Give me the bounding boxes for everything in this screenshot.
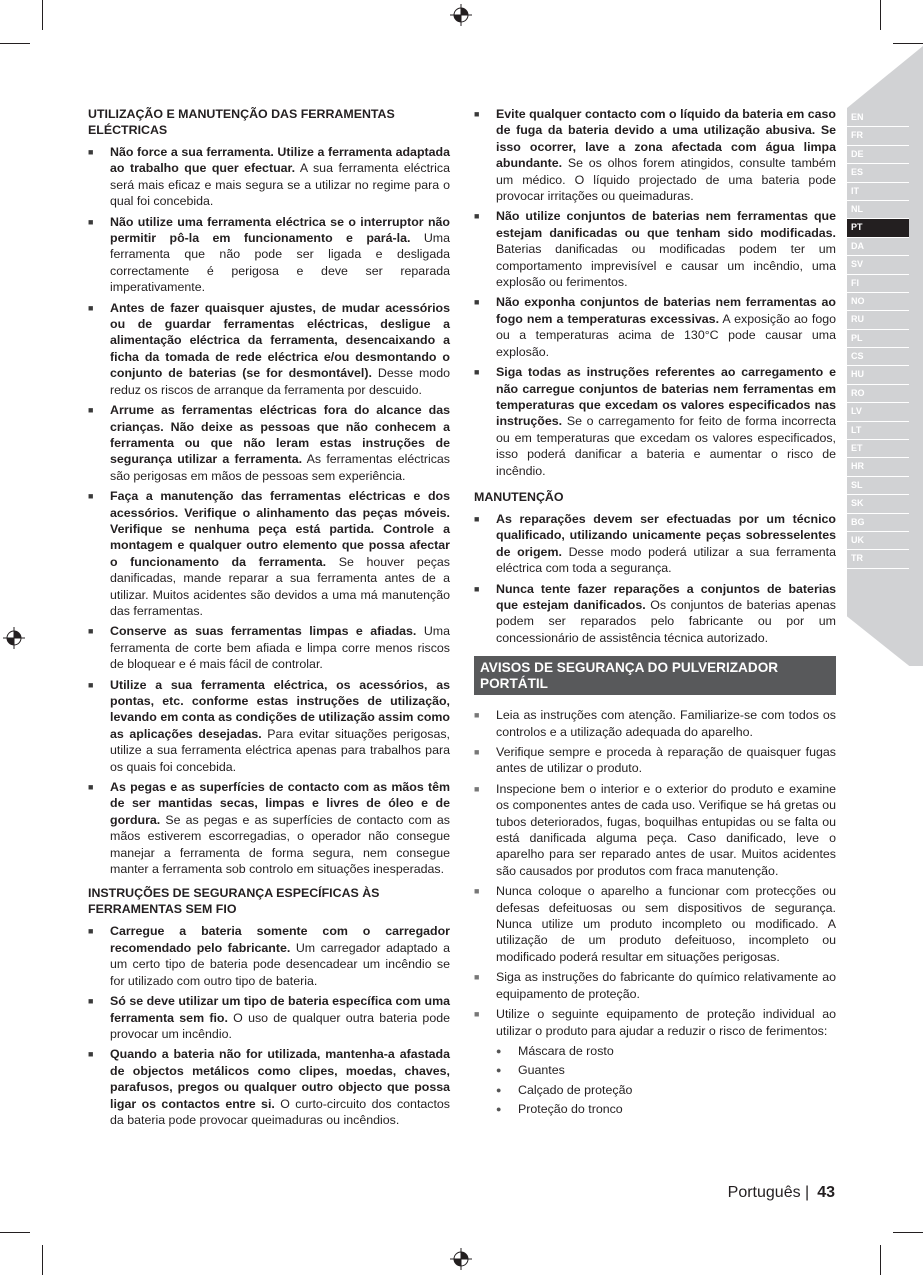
registration-mark-icon	[450, 1248, 472, 1270]
item-text: Para evitar situações perigosas, utilize a sua ferramenta eléctrica apenas para trabalhos para os quais foi concebida.	[110, 726, 450, 774]
language-tab-bg[interactable]: BG	[847, 514, 909, 532]
language-tab-ru[interactable]: RU	[847, 311, 909, 329]
language-tab-es[interactable]: ES	[847, 164, 909, 182]
item-emphasis: Faça a manutenção das ferramentas eléctricas e dos acessórios. Verifique o alinhamento das peças móveis. Verifique se nenhuma peça está partida. Controle a montagem e qualquer outro elemento que possa afectar o funcionamento da ferramenta.	[110, 489, 450, 569]
item-emphasis: Evite qualquer contacto com o líquido da bateria em caso de fuga da bateria devido a uma utilização abusiva. Se isso ocorrer, lave a zona afectada com água limpa abundante.	[496, 107, 836, 171]
language-tab-no[interactable]: NO	[847, 293, 909, 311]
item-text: Se houver peças danificadas, mande reparar a sua ferramenta antes de a utilizar. Muitos acidentes são devidos a uma má manutenção das ferramentas.	[110, 554, 450, 618]
language-tab-hu[interactable]: HU	[847, 366, 909, 384]
item-text: As ferramentas eléctricas são perigosas em mãos de pessoas sem experiência.	[110, 452, 451, 483]
list-item	[474, 294, 836, 360]
ppe-item: ● Calçado de proteção	[474, 1082, 836, 1098]
list-item	[88, 402, 450, 484]
item-text: Desse modo poderá utilizar a sua ferramenta eléctrica com toda a segurança.	[496, 544, 836, 576]
list-item	[88, 779, 450, 877]
item-emphasis: Utilize a sua ferramenta eléctrica, os acessórios, as pontas, etc. conforme estas instruções de utilização, levando em conta as condições de utilização assim como as aplicações desejadas.	[110, 677, 450, 741]
item-emphasis: As pegas e as superfícies de contacto com as mãos têm de ser mantidas secas, limpas e livres de óleo e de gordura.	[110, 780, 450, 827]
item-text: Se o carregamento for feito de forma incorrecta ou em temperaturas que excedam os valores especificados, isso poderá danificar a bateria e aumentar o risco de incêndio.	[496, 414, 836, 478]
item-emphasis: Quando a bateria não for utilizada, mantenha-a afastada de objectos metálicos como clipes, moedas, chaves, parafusos, pregos ou qualquer outro objecto que possa ligar os contactos entre si.	[110, 1047, 450, 1111]
crop-mark	[893, 1232, 923, 1233]
item-emphasis: As reparações devem ser efectuadas por um técnico qualificado, utilizando unicamente peças sobresselentes de origem.	[496, 511, 836, 559]
ppe-item: ● Guantes	[474, 1062, 836, 1078]
language-tab-pt[interactable]: PT	[847, 219, 909, 237]
ppe-item: ● Máscara de rosto	[474, 1043, 836, 1059]
language-tab-sl[interactable]: SL	[847, 477, 909, 495]
language-tab-lt[interactable]: LT	[847, 422, 909, 440]
language-tab-et[interactable]: ET	[847, 440, 909, 458]
list-item	[88, 1046, 450, 1128]
item-emphasis: Não utilize conjuntos de baterias nem ferramentas que estejam danificadas ou que tenham sido modificadas.	[496, 209, 836, 240]
item-emphasis: Carregue a bateria somente com o carregador recomendado pelo fabricante.	[110, 924, 450, 955]
section-heading-maintenance: MANUTENÇÃO	[474, 489, 564, 504]
list-item	[474, 581, 836, 647]
language-index	[847, 109, 909, 569]
item-text: Se as pegas e as superfícies de contacto com as mãos estiverem escorregadias, o operador não consegue manejar a ferramenta de forma segura, nem consegue manter a ferramenta sob controlo em situações inesperadas.	[110, 812, 450, 877]
item-emphasis: Siga todas as instruções referentes ao carregamento e não carregue conjuntos de baterias nem ferramentas em temperaturas que excedam os valores especificados nas instruções.	[496, 365, 836, 429]
list-item	[88, 144, 450, 210]
language-tab-en[interactable]: EN	[847, 109, 909, 127]
item-text: Os conjuntos de baterias apenas podem ser reparados pelo fabricante ou por um concessionário de assistência técnica autorizado.	[496, 597, 836, 645]
list-item	[474, 106, 836, 204]
language-tab-uk[interactable]: UK	[847, 532, 909, 550]
list-item	[88, 677, 450, 775]
list-item	[474, 364, 836, 479]
crop-mark	[893, 43, 923, 44]
section-heading-cordless-safety: INSTRUÇÕES DE SEGURANÇA ESPECÍFICAS ÀS FERRAMENTAS SEM FIO	[88, 886, 380, 917]
item-text: Se os olhos forem atingidos, consulte também um médico. O líquido projectado de uma bateria pode provocar irritações ou queimaduras.	[496, 156, 836, 204]
list-item: ■ Leia as instruções com atenção. Familiarize-se com todos os controlos e a utilização adequada do aparelho.	[474, 707, 836, 740]
item-text: Uma ferramenta de corte bem afiada e limpa corre menos riscos de bloquear e é mais fácil de controlar.	[110, 624, 450, 672]
item-emphasis: Não exponha conjuntos de baterias nem ferramentas ao fogo nem a temperaturas excessivas.	[496, 295, 836, 326]
ppe-item: ● Proteção do tronco	[474, 1101, 836, 1117]
item-emphasis: Não utilize uma ferramenta eléctrica se o interruptor não permitir pô-la em funcionamento e pará-la.	[110, 214, 450, 246]
language-tab-pl[interactable]: PL	[847, 330, 909, 348]
item-text: Baterias danificadas ou modificadas podem ter um comportamento imprevisível e causar um incêndio, uma explosão ou ferimentos.	[496, 242, 836, 290]
list-item	[88, 993, 450, 1042]
language-tab-fr[interactable]: FR	[847, 127, 909, 145]
list-item: ■ Nunca coloque o aparelho a funcionar com protecções ou defesas defeituosas ou sem dispositivos de segurança. Nunca utilize um produto incompleto ou modificado. A utilização de um produto defeituoso, incompleto ou modificado poderá resultar em situações perigosas.	[474, 883, 836, 965]
registration-mark-icon	[450, 4, 472, 26]
footer-language: Português |	[727, 1184, 810, 1201]
language-tab-ro[interactable]: RO	[847, 385, 909, 403]
battery-safety-list	[474, 106, 836, 479]
item-emphasis: Antes de fazer quaisquer ajustes, de mudar acessórios ou de guardar ferramentas eléctricas, desligue a alimentação eléctrica da ferramenta, desencaixando a ficha da tomada de rede eléctrica e/ou desmontando o conjunto de baterias (se for desmontável).	[110, 300, 450, 381]
language-tab-cs[interactable]: CS	[847, 348, 909, 366]
item-emphasis: Não force a sua ferramenta. Utilize a ferramenta adaptada ao trabalho que quer efectuar.	[110, 145, 450, 176]
language-tab-fi[interactable]: FI	[847, 275, 909, 293]
page-number: 43	[817, 1184, 835, 1201]
cordless-safety-list	[88, 923, 450, 1128]
right-column	[474, 106, 836, 1126]
list-item	[474, 208, 836, 290]
list-item: ■ Siga as instruções do fabricante do químico relativamente ao equipamento de proteção.	[474, 969, 836, 1002]
page-footer	[728, 1184, 835, 1202]
item-emphasis: Conserve as suas ferramentas limpas e afiadas.	[110, 624, 417, 639]
language-tab-nl[interactable]: NL	[847, 201, 909, 219]
language-tab-tr[interactable]: TR	[847, 550, 909, 568]
language-tab-de[interactable]: DE	[847, 146, 909, 164]
section-heading-use-and-care: UTILIZAÇÃO E MANUTENÇÃO DAS FERRAMENTAS ELÉCTRICAS	[88, 107, 395, 137]
list-item	[88, 623, 450, 672]
list-item: ■ Inspecione bem o interior e o exterior do produto e examine os componentes antes de cada uso. Verifique se há gretas ou tubos deteriorados, fugas, boquilhas entupidas ou se falta ou está danificada alguma peça. Caso danificado, leve o aparelho para ser reparado antes de usar. Muitos acidentes são causados por produtos com fraca manutenção.	[474, 781, 836, 879]
left-column	[88, 106, 450, 1136]
crop-mark	[880, 1245, 881, 1275]
item-text: O curto-circuito dos contactos da bateria pode provocar queimaduras ou incêndios.	[110, 1096, 450, 1127]
list-item	[88, 300, 450, 398]
crop-mark	[0, 1232, 30, 1233]
maintenance-list	[474, 511, 836, 646]
item-text: O uso de qualquer outra bateria pode provocar um incêndio.	[110, 1010, 451, 1041]
sprayer-safety-banner: AVISOS DE SEGURANÇA DO PULVERIZADOR PORTÁTIL	[474, 656, 836, 695]
list-item	[88, 488, 450, 619]
item-text: Uma ferramenta que não pode ser ligada e desligada correctamente é perigosa e deve ser reparada imperativamente.	[110, 231, 450, 295]
use-and-care-list	[88, 144, 450, 877]
crop-mark	[42, 0, 43, 30]
item-emphasis: Arrume as ferramentas eléctricas fora do alcance das crianças. Não deixe as pessoas que não conhecem a ferramenta ou que não leram estas instruções de segurança utilizar a ferramenta.	[110, 403, 450, 467]
crop-mark	[0, 43, 30, 44]
language-tab-sk[interactable]: SK	[847, 495, 909, 513]
language-tab-sv[interactable]: SV	[847, 256, 909, 274]
language-tab-it[interactable]: IT	[847, 183, 909, 201]
language-tab-lv[interactable]: LV	[847, 403, 909, 421]
list-item: ■ Verifique sempre e proceda à reparação de quaisquer fugas antes de utilizar o produto.	[474, 744, 836, 777]
item-text: A sua ferramenta eléctrica será mais eficaz e mais segura se a utilizar no regime para o qual foi concebida.	[110, 161, 450, 209]
list-item	[474, 511, 836, 577]
item-text: Desse modo reduz os riscos de arranque da ferramenta por descuido.	[110, 366, 450, 397]
crop-mark	[42, 1245, 43, 1275]
item-emphasis: Nunca tente fazer reparações a conjuntos de baterias que estejam danificados.	[496, 581, 836, 612]
language-tab-hr[interactable]: HR	[847, 458, 909, 476]
list-item	[88, 923, 450, 989]
registration-mark-icon	[3, 627, 25, 649]
sprayer-safety-list	[474, 707, 836, 1117]
item-text: A exposição ao fogo ou a temperaturas acima de 130°C pode causar uma explosão.	[496, 311, 836, 359]
language-tab-da[interactable]: DA	[847, 238, 909, 256]
item-text: Um carregador adaptado a um certo tipo de bateria pode desencadear um incêndio se for utilizado com outro tipo de bateria.	[110, 940, 451, 988]
list-item: ■ Utilize o seguinte equipamento de proteção individual ao utilizar o produto para ajudar a reduzir o risco de ferimentos:	[474, 1006, 836, 1039]
crop-mark	[880, 0, 881, 30]
list-item	[88, 214, 450, 296]
item-emphasis: Só se deve utilizar um tipo de bateria específica com uma ferramenta sem fio.	[110, 994, 450, 1025]
